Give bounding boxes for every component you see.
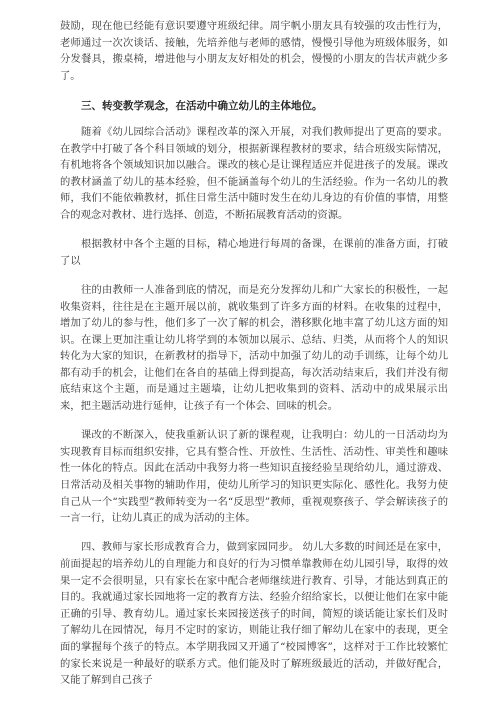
paragraph-child-behavior: 鼓励，现在他已经能有意识要遵守班级纪律。周宇帆小朋友具有较强的攻击性行为，老师通过一次次谈话、接触，先培养他与老师的感情，慢慢引导他为班级体服务，如分发餐具，搬桌椅，增进他与小朋友友好相处的机会，慢慢的小朋友的告状声就少多了。	[60, 20, 448, 82]
paragraph-lesson-preparation: 根据教材中各个主题的目标，精心地进行每周的备课，在课前的准备方面，打破了以	[60, 238, 448, 267]
section-heading-3: 三、转变教学观念，在活动中确立幼儿的主体地位。	[81, 100, 323, 113]
paragraph-curriculum-view: 课改的不断深入，使我重新认识了新的课程观，让我明白：幼儿的一日活动均为实现教育目标而组织安排，它具有整合性、开放性、生活性、活动性、审美性和趣味性一体化的特点。因此在活动中我努力将一些知识直接经验呈现给幼儿，通过游戏、日常活动及相关事物的辅助作用，使幼儿所学习的知识更实际化、感性化。我努力使自己从一个“实践型”教师转变为一名“反思型”教师，重视观察孩子、学会解读孩子的一言一行，让幼儿真正的成为活动的主体。	[60, 429, 448, 525]
paragraph-home-school-cooperation: 四、教师与家长形成教育合力，做到家园同步。 幼儿大多数的时间还是在家中，前面提起的培养幼儿的自理能力和良好的行为习惯单靠教师在幼儿园引导，取得的效果一定不会很明显，只有家长在家中配合老师继续进行教育、引导，才能达到真正的目的。我就通过家长园地将一定的教育方法、经验介绍给家长，以便让他们在家中能正确的引导、教育幼儿。通过家长来园接送孩子的时间，简短的谈话能让家长们及时了解幼儿在园情况，每月不定时的家访，则能让我仔细了解幼儿在家中的表现，更全面的掌握每个孩子的特点。本学期我园又开通了“校园博客”，这样对于工作比较繁忙的家长来说是一种最好的联系方式。他们能及时了解班级最近的活动，并做好配合，又能了解到自己孩子	[60, 541, 448, 687]
paragraph-curriculum-reform: 随着《幼儿园综合活动》课程改革的深入开展，对我们教师提出了更高的要求。在教学中打破了各个科目领域的划分，根据新课程教材的要求，结合班级实际情况，有机地将各个领域知识加以融合。课改的核心是让课程适应并促进孩子的发展。课改的教材涵盖了幼儿的基本经验，但不能涵盖每个幼儿的生活经验。作为一名幼儿的教师，我们不能依赖教材，抓住日常生活中随时发生在幼儿身边的有价值的事情，用整合的观念对教材、进行选择、创造，不断拓展教育活动的资源。	[60, 125, 448, 221]
paragraph-material-collection: 往的由教师一人准备到底的情况，而是充分发挥幼儿和广大家长的积极性，一起收集资料，往往是在主题开展以前，就收集到了许多方面的材料。在收集的过程中，增加了幼儿的参与性，他们多了一次了解的机会，潜移默化地丰富了幼儿这方面的知识。在课上更加注重让幼儿将学到的本领加以展示、总结、归类，从而将个人的知识转化为大家的知识，在新教材的指导下，活动中加强了幼儿的动手训练，让每个幼儿都有动手的机会，让他们在各自的基础上得到提高，每次活动结束后，我们并没有彻底结束这个主题，而是通过主题墙，让幼儿把收集到的资料、活动中的成果展示出来，把主题活动进行延伸，让孩子有一个体会、回味的机会。	[60, 283, 448, 413]
